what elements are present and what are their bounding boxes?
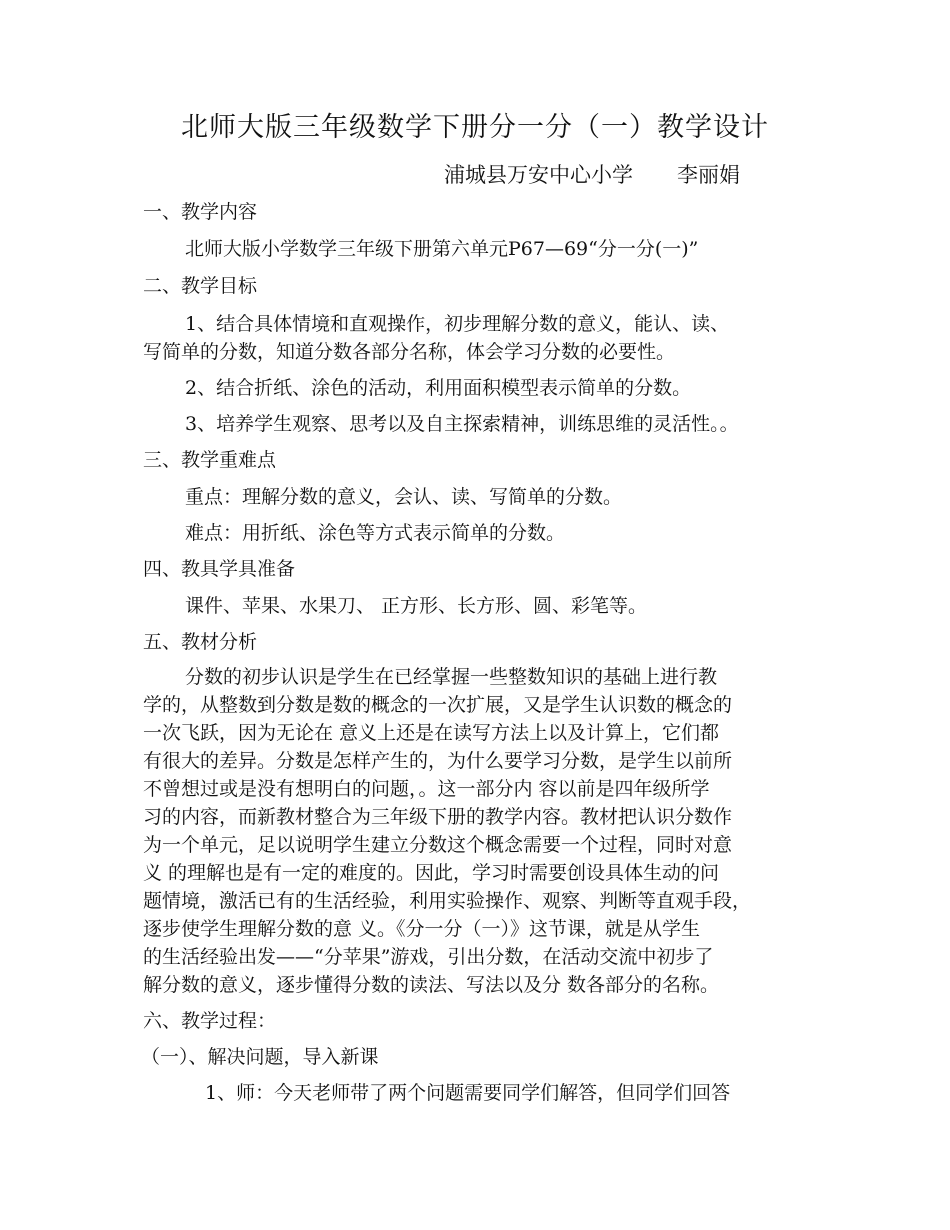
- analysis-line: 逐步使学生理解分数的意 义。《分一分（一）》这节课，就是从学生: [143, 918, 701, 940]
- goal-2: 2、结合折纸、涂色的活动，利用面积模型表示简单的分数。: [185, 377, 692, 399]
- section-heading-goals: 二、教学目标: [143, 275, 258, 297]
- document-title: 北师大版三年级数学下册分一分（一）教学设计: [181, 112, 769, 143]
- author-school: 浦城县万安中心小学: [444, 163, 633, 187]
- goal-1-line-1: 1、结合具体情境和直观操作，初步理解分数的意义，能认、读、: [185, 313, 730, 335]
- analysis-line: 的生活经验出发——“分苹果”游戏，引出分数，在活动交流中初步了: [143, 946, 714, 968]
- analysis-line: 为一个单元，足以说明学生建立分数这个概念需要一个过程，同时对意: [143, 834, 733, 856]
- section-heading-materials: 四、教具学具准备: [143, 558, 296, 580]
- analysis-line: 学的，从整数到分数是数的概念的一次扩展，又是学生认识数的概念的: [143, 694, 733, 716]
- analysis-line: 义 的理解也是有一定的难度的。因此，学习时需要创设具体生动的问: [143, 862, 720, 884]
- analysis-line: 题情境，激活已有的生活经验，利用实验操作、观察、判断等直观手段，: [143, 890, 752, 912]
- analysis-line: 不曾想过或是没有想明白的问题，。这一部分内 容以前是四年级所学: [143, 778, 710, 800]
- analysis-line: 一次飞跃，因为无论在 意义上还是在读写方法上以及计算上，它们都: [143, 722, 720, 744]
- materials-text: 课件、苹果、水果刀、 正方形、长方形、圆、彩笔等。: [185, 595, 648, 617]
- goal-1-line-2: 写简单的分数，知道分数各部分名称，体会学习分数的必要性。: [143, 341, 676, 363]
- author-name: 李丽娟: [677, 163, 740, 187]
- content-text: 北师大版小学数学三年级下册第六单元P67—69“分一分(一)”: [185, 238, 699, 260]
- section-heading-process: 六、教学过程：: [143, 1010, 277, 1032]
- analysis-line: 有很大的差异。分数是怎样产生的，为什么要学习分数，是学生以前所: [143, 750, 733, 772]
- section-heading-content: 一、教学内容: [143, 201, 258, 223]
- key-point: 重点：理解分数的意义，会认、读、写简单的分数。: [185, 486, 623, 508]
- process-item-1: 1、师：今天老师带了两个问题需要同学们解答，但同学们回答: [205, 1082, 731, 1104]
- difficulty-point: 难点：用折纸、涂色等方式表示简单的分数。: [185, 522, 566, 544]
- author-line: [444, 160, 740, 190]
- analysis-line: 习的内容，而新教材整合为三年级下册的教学内容。教材把认识分数作: [143, 806, 733, 828]
- goal-3: 3、培养学生观察、思考以及自主探索精神，训练思维的灵活性。。: [185, 413, 739, 435]
- section-heading-key-points: 三、教学重难点: [143, 449, 277, 471]
- process-subheading: （一）、解决问题，导入新课: [141, 1046, 379, 1068]
- analysis-line: 解分数的意义，逐步懂得分数的读法、写法以及分 数各部分的名称。: [143, 974, 720, 996]
- analysis-line: 分数的初步认识是学生在已经掌握一些整数知识的基础上进行教: [185, 666, 718, 688]
- section-heading-analysis: 五、教材分析: [143, 631, 258, 653]
